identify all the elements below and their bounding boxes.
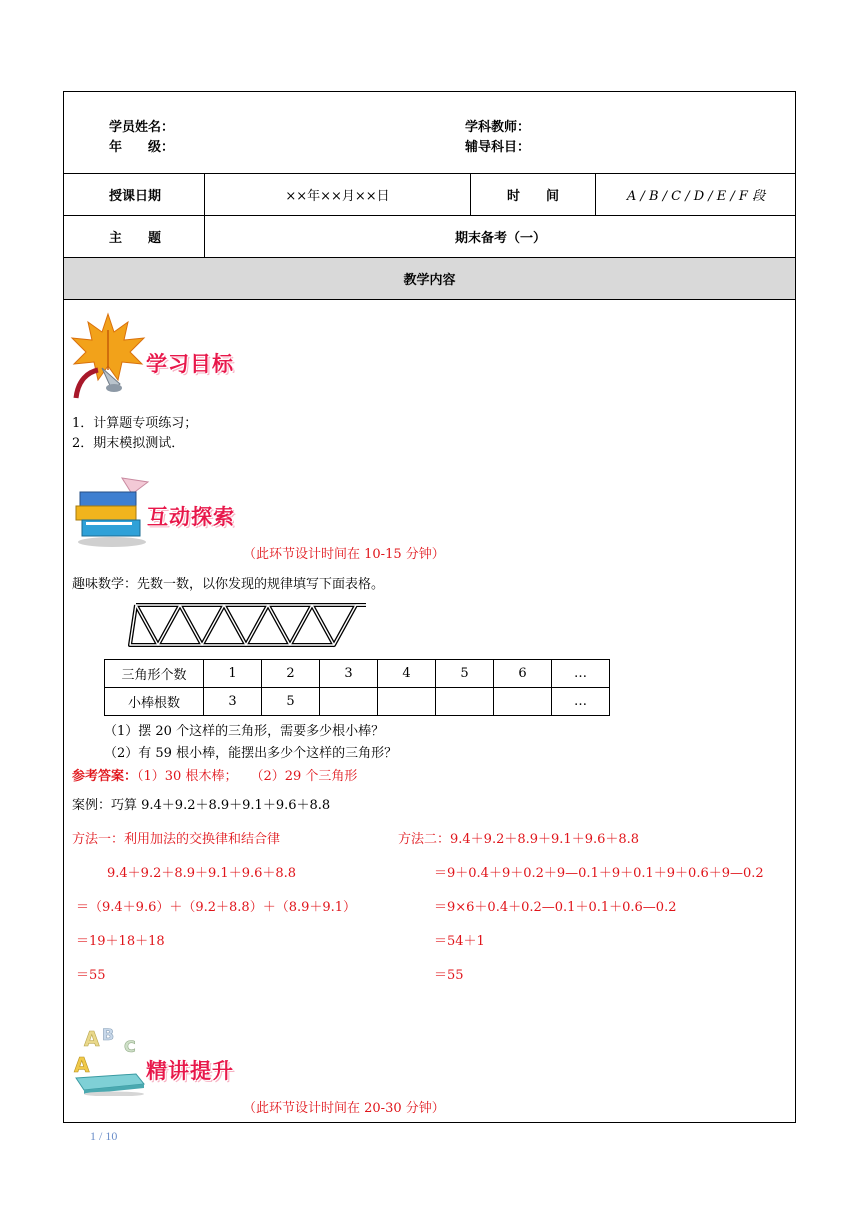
page-number: 1 / 10 xyxy=(90,1129,118,1143)
goals-list xyxy=(72,414,197,454)
method2-line: ＝55 xyxy=(434,968,464,983)
books-stack-icon xyxy=(72,474,152,550)
answer-label: 参考答案： xyxy=(72,769,138,784)
svg-text:A: A xyxy=(74,1053,90,1077)
date-value: ××年××月××日 xyxy=(285,189,390,204)
goal-item: 2．期末模拟测试． xyxy=(72,436,185,451)
abc-book-icon xyxy=(70,1022,150,1096)
method1-line: ＝55 xyxy=(76,968,106,983)
question-2: （2）有 59 根小棒，能摆出多少个这样的三角形？ xyxy=(104,746,398,761)
explore-intro: 趣味数学：先数一数，以你发现的规律填写下面表格。 xyxy=(72,577,385,592)
method1-line: ＝19＋18＋18 xyxy=(76,934,165,949)
table-cell xyxy=(436,688,494,716)
table-cell: … xyxy=(552,688,610,716)
info-row xyxy=(64,92,795,174)
subject-teacher-label: 学科教师： xyxy=(465,120,531,135)
method1-title: 方法一：利用加法的交换律和结合律 xyxy=(72,832,281,847)
table-cell: 3 xyxy=(204,688,262,716)
table-cell: 3 xyxy=(320,660,378,688)
question-1: （1）摆 20 个这样的三角形，需要多少根小棒？ xyxy=(104,724,385,739)
topic-row xyxy=(64,216,795,258)
answer-line xyxy=(72,765,357,784)
content-label: 教学内容 xyxy=(403,273,456,288)
goal-item: 1．计算题专项练习； xyxy=(72,416,198,431)
table-cell: 三角形个数 xyxy=(105,660,204,688)
table-cell xyxy=(378,688,436,716)
table-cell: 5 xyxy=(436,660,494,688)
answer-text: （1）30 根木棒； （2）29 个三角形 xyxy=(137,769,358,784)
table-cell: 2 xyxy=(262,660,320,688)
method1-line: ＝（9.4＋9.6）＋（9.2＋8.8）＋（8.9＋9.1） xyxy=(76,900,357,915)
time-value: A / B / C / D / E / F 段 xyxy=(626,189,766,204)
method1-line: 9.4＋9.2＋8.9＋9.1＋9.6＋8.8 xyxy=(107,866,297,881)
date-row xyxy=(64,174,795,216)
table-row xyxy=(105,660,610,688)
table-cell: … xyxy=(552,660,610,688)
svg-text:B: B xyxy=(102,1025,115,1044)
method2-title: 方法二：9.4＋9.2＋8.9＋9.1＋9.6＋8.8 xyxy=(398,832,640,847)
topic-value: 期末备考（一） xyxy=(454,231,546,246)
goals-title: 学习目标 xyxy=(146,352,234,376)
table-cell: 5 xyxy=(262,688,320,716)
stick-triangles-figure xyxy=(126,603,376,649)
explore-time: （此环节设计时间在 10-15 分钟） xyxy=(243,547,445,562)
table-row xyxy=(105,688,610,716)
pattern-table xyxy=(104,659,610,716)
improve-title: 精讲提升 xyxy=(146,1059,234,1083)
topic-label: 主 题 xyxy=(109,231,162,246)
tutoring-subject-label: 辅导科目： xyxy=(465,140,531,155)
table-cell: 小棒根数 xyxy=(105,688,204,716)
table-cell: 6 xyxy=(494,660,552,688)
improve-time: （此环节设计时间在 20-30 分钟） xyxy=(243,1101,445,1116)
case-line: 案例：巧算 9.4＋9.2＋8.9＋9.1＋9.6＋8.8 xyxy=(72,798,331,813)
method2-line: ＝9＋0.4＋9＋0.2＋9—0.1＋9＋0.1＋9＋0.6＋9—0.2 xyxy=(434,866,764,881)
svg-text:A: A xyxy=(84,1027,100,1051)
method2-line: ＝9×6＋0.4＋0.2—0.1＋0.1＋0.6—0.2 xyxy=(434,900,677,915)
maple-leaf-bell-icon xyxy=(68,310,150,402)
content-header-row xyxy=(64,258,795,300)
time-label: 时 间 xyxy=(506,189,559,204)
grade-label: 年 级： xyxy=(109,140,175,155)
explore-title: 互动探索 xyxy=(147,505,235,529)
student-name-label: 学员姓名： xyxy=(109,120,175,135)
table-cell xyxy=(494,688,552,716)
table-cell: 4 xyxy=(378,660,436,688)
svg-text:C: C xyxy=(124,1037,136,1056)
table-cell xyxy=(320,688,378,716)
date-label: 授课日期 xyxy=(109,189,162,204)
table-cell: 1 xyxy=(204,660,262,688)
method2-line: ＝54＋1 xyxy=(434,934,485,949)
